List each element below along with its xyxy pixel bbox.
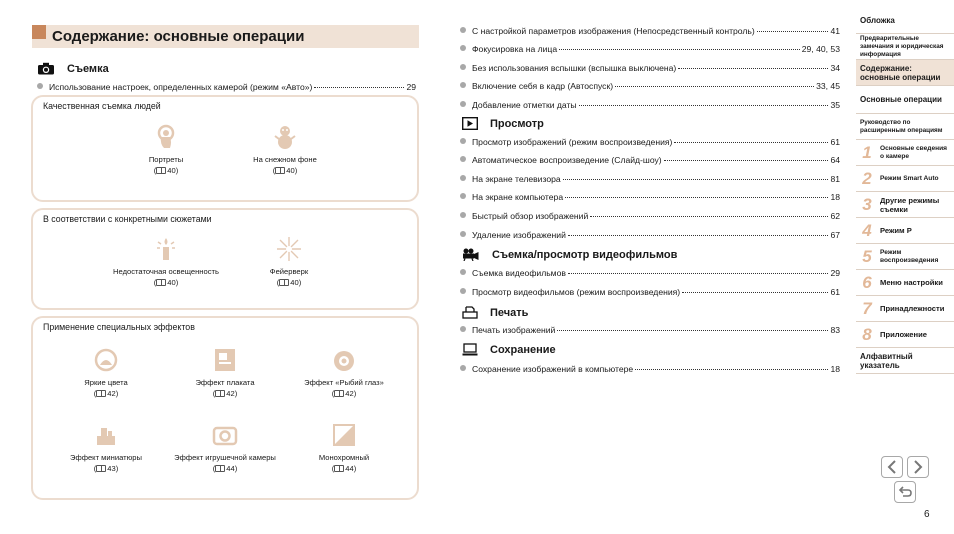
section-shooting-heading — [37, 62, 109, 75]
toc-entry-label: На экране компьютера — [472, 192, 564, 202]
fireworks-icon — [275, 236, 303, 262]
book-icon — [334, 465, 344, 472]
book-icon — [156, 279, 166, 286]
scene-item[interactable] — [106, 236, 226, 288]
toc-entry-label: Фокусировка на лица — [472, 44, 558, 54]
nav-cover[interactable]: Обложка — [856, 8, 954, 34]
page-ref: ( 40) — [276, 278, 302, 287]
section-saving-heading — [462, 343, 556, 356]
bullet — [460, 156, 466, 162]
book-icon — [215, 465, 225, 472]
toc-entry-page: 61 — [830, 287, 840, 297]
chevron-right-icon — [913, 460, 923, 474]
section-movies-heading — [462, 248, 677, 261]
toc-entry-label: Без использования вспышки (вспышка выключена) — [472, 63, 677, 73]
toc-entry[interactable] — [460, 192, 840, 203]
snowman-icon — [271, 124, 299, 150]
return-arrow-icon — [898, 486, 912, 498]
page-ref: ( 43) — [93, 464, 119, 473]
toc-entry[interactable] — [460, 364, 840, 375]
page-title: Содержание: основные операции — [52, 28, 305, 45]
nav-chapter-7[interactable]: 7 Принадлежности — [856, 296, 954, 322]
box-title: Качественная съемка людей — [43, 101, 161, 111]
scene-item[interactable] — [46, 347, 166, 399]
leader-dots — [559, 49, 800, 50]
scene-item-name: Портреты — [148, 155, 184, 164]
toc-entry[interactable] — [460, 81, 840, 92]
toc-entry-label: Удаление изображений — [472, 230, 566, 240]
toc-entry[interactable] — [460, 230, 840, 241]
vivid-color-icon — [92, 347, 120, 373]
book-icon — [96, 465, 106, 472]
book-icon — [275, 167, 285, 174]
toc-entry-page: 64 — [830, 155, 840, 165]
toc-entry-page: 29 — [830, 268, 840, 278]
monochrome-icon — [330, 422, 358, 448]
poster-effect-icon — [211, 347, 239, 373]
leader-dots — [615, 86, 814, 87]
section-printing-heading — [462, 306, 528, 319]
nav-advanced-guide[interactable]: Руководство по расширенным операциям — [856, 114, 954, 140]
box-title: В соответствии с конкретными сюжетами — [43, 214, 212, 224]
toc-entry-label: Съемка видеофильмов — [472, 268, 566, 278]
page-title-bar — [32, 25, 419, 48]
page-ref: ( 42) — [331, 389, 357, 398]
computer-icon — [462, 343, 478, 356]
toc-entry-page: 61 — [830, 137, 840, 147]
book-icon — [156, 167, 166, 174]
scene-item-name: Монохромный — [318, 453, 370, 462]
nav-chapter-6[interactable]: 6 Меню настройки — [856, 270, 954, 296]
nav-preliminary[interactable]: Предварительные замечания и юридическая информация — [856, 34, 954, 60]
page-ref: ( 44) — [331, 464, 357, 473]
page-ref: ( 40) — [153, 166, 179, 175]
toc-entry-page: 18 — [830, 364, 840, 374]
toc-entry-page: 33, 45 — [816, 81, 840, 91]
nav-chapter-2[interactable]: 2 Режим Smart Auto — [856, 166, 954, 192]
nav-index[interactable]: Алфавитный указатель — [856, 348, 954, 374]
chevron-left-icon — [887, 460, 897, 474]
bullet — [460, 101, 466, 107]
bullet — [460, 27, 466, 33]
book-icon — [334, 390, 344, 397]
box-title: Применение специальных эффектов — [43, 322, 195, 332]
bullet — [460, 269, 466, 275]
candle-icon — [152, 236, 180, 262]
toc-entry-page: 81 — [830, 174, 840, 184]
page-ref: ( 40) — [272, 166, 298, 175]
bullet — [460, 193, 466, 199]
toc-entry[interactable] — [460, 137, 840, 148]
toc-entry-page: 83 — [830, 325, 840, 335]
scene-item[interactable] — [165, 347, 285, 399]
page-ref: ( 44) — [212, 464, 238, 473]
nav-chapter-1[interactable]: 1 Основные сведения о камере — [856, 140, 954, 166]
toc-entry-label: Просмотр изображений (режим воспроизведения) — [472, 137, 673, 147]
toc-entry[interactable] — [460, 155, 840, 166]
page-number: 6 — [924, 509, 930, 520]
nav-basic-operations[interactable]: Основные операции — [856, 86, 954, 114]
toc-entry-page: 35 — [830, 100, 840, 110]
bullet — [460, 138, 466, 144]
toc-entry-label: Быстрый обзор изображений — [472, 211, 589, 221]
movie-camera-icon — [462, 248, 480, 261]
toc-entry-page: 62 — [830, 211, 840, 221]
bullet — [460, 231, 466, 237]
nav-chapter-4[interactable]: 4 Режим P — [856, 218, 954, 244]
nav-contents[interactable]: Содержание: основные операции — [856, 60, 954, 86]
section-playback-heading — [462, 117, 544, 130]
scene-item-name: Яркие цвета — [84, 378, 128, 387]
scene-item-name: Эффект «Рыбий глаз» — [304, 378, 384, 387]
leader-dots — [757, 31, 829, 32]
portrait-icon — [152, 124, 180, 150]
bullet — [460, 288, 466, 294]
leader-dots — [563, 179, 829, 180]
title-marker — [32, 25, 46, 39]
nav-chapter-5[interactable]: 5 Режим воспроизведения — [856, 244, 954, 270]
scene-item-name: На снежном фоне — [253, 155, 317, 164]
leader-dots — [678, 68, 828, 69]
scene-item-name: Эффект миниатюры — [70, 453, 142, 462]
scene-item[interactable] — [165, 422, 285, 474]
bullet — [460, 175, 466, 181]
prev-page-button[interactable] — [881, 456, 903, 478]
leader-dots — [565, 197, 828, 198]
next-page-button[interactable] — [907, 456, 929, 478]
toc-entry[interactable] — [460, 100, 840, 111]
page-ref: ( 40) — [153, 278, 179, 287]
toc-entry[interactable] — [460, 211, 840, 222]
fisheye-icon — [330, 347, 358, 373]
return-button[interactable] — [894, 481, 916, 503]
page-ref: ( 42) — [212, 389, 238, 398]
section-saving-title: Сохранение — [490, 343, 556, 356]
book-icon — [279, 279, 289, 286]
toc-entry-label: С настройкой параметров изображения (Непосредственный контроль) — [472, 26, 755, 36]
toc-entry-label: Печать изображений — [472, 325, 556, 335]
section-printing-title: Печать — [490, 306, 529, 319]
scene-item[interactable] — [106, 124, 226, 176]
scene-item[interactable] — [225, 124, 345, 176]
toc-entry-label: Просмотр видеофильмов (режим воспроизведения) — [472, 287, 681, 297]
scene-item[interactable] — [284, 422, 404, 474]
bullet — [460, 82, 466, 88]
scene-box-effects — [31, 316, 419, 500]
leader-dots — [314, 87, 404, 88]
bullet — [37, 83, 43, 89]
toc-entry[interactable] — [37, 82, 416, 93]
scene-item-name: Фейерверк — [269, 267, 309, 276]
toc-entry-page: 34 — [830, 63, 840, 73]
leader-dots — [682, 292, 828, 293]
section-shooting-title: Съемка — [67, 62, 109, 75]
toc-entry-label: Включение себя в кадр (Автоспуск) — [472, 81, 614, 91]
miniature-icon — [92, 422, 120, 448]
bullet — [460, 64, 466, 70]
scene-box-specific — [31, 208, 419, 310]
scene-item[interactable] — [229, 236, 349, 288]
scene-item-name: Эффект плаката — [195, 378, 255, 387]
toc-entry[interactable] — [460, 26, 840, 37]
toc-entry-page: 29, 40, 53 — [801, 44, 840, 54]
toc-entry-page: 67 — [830, 230, 840, 240]
page-ref: ( 42) — [93, 389, 119, 398]
toy-camera-icon — [211, 422, 239, 448]
nav-chapter-3[interactable]: 3 Другие режимы съемки — [856, 192, 954, 218]
toc-entry[interactable] — [460, 325, 840, 336]
bullet — [460, 212, 466, 218]
toc-entry-label: Использование настроек, определенных камерой (режим «Авто») — [49, 82, 313, 92]
toc-entry-label: Сохранение изображений в компьютере — [472, 364, 634, 374]
scene-item[interactable] — [46, 422, 166, 474]
toc-entry[interactable] — [460, 287, 840, 298]
toc-entry-label: На экране телевизора — [472, 174, 561, 184]
scene-item[interactable] — [284, 347, 404, 399]
toc-entry[interactable] — [460, 174, 840, 185]
toc-entry-page: 41 — [830, 26, 840, 36]
nav-chapter-8[interactable]: 8 Приложение — [856, 322, 954, 348]
toc-entry-page: 29 — [406, 82, 416, 92]
leader-dots — [568, 273, 829, 274]
toc-entry[interactable] — [460, 44, 840, 55]
scene-item-name: Эффект игрушечной камеры — [174, 453, 276, 462]
scene-box-people — [31, 95, 419, 202]
section-movies-title: Съемка/просмотр видеофильмов — [492, 248, 678, 261]
book-icon — [96, 390, 106, 397]
bullet — [460, 365, 466, 371]
leader-dots — [579, 105, 829, 106]
play-icon — [462, 117, 478, 130]
printer-icon — [462, 306, 478, 319]
leader-dots — [568, 235, 829, 236]
toc-entry[interactable] — [460, 268, 840, 279]
toc-entry-label: Добавление отметки даты — [472, 100, 577, 110]
toc-entry[interactable] — [460, 63, 840, 74]
book-icon — [215, 390, 225, 397]
toc-entry-label: Автоматическое воспроизведение (Слайд-шоу) — [472, 155, 662, 165]
bullet — [460, 45, 466, 51]
toc-entry-page: 18 — [830, 192, 840, 202]
leader-dots — [557, 330, 828, 331]
camera-icon — [37, 62, 55, 75]
leader-dots — [674, 142, 828, 143]
bullet — [460, 326, 466, 332]
scene-item-name: Недостаточная освещенность — [113, 267, 219, 276]
leader-dots — [635, 369, 828, 370]
leader-dots — [664, 160, 829, 161]
section-playback-title: Просмотр — [490, 117, 544, 130]
leader-dots — [590, 216, 828, 217]
